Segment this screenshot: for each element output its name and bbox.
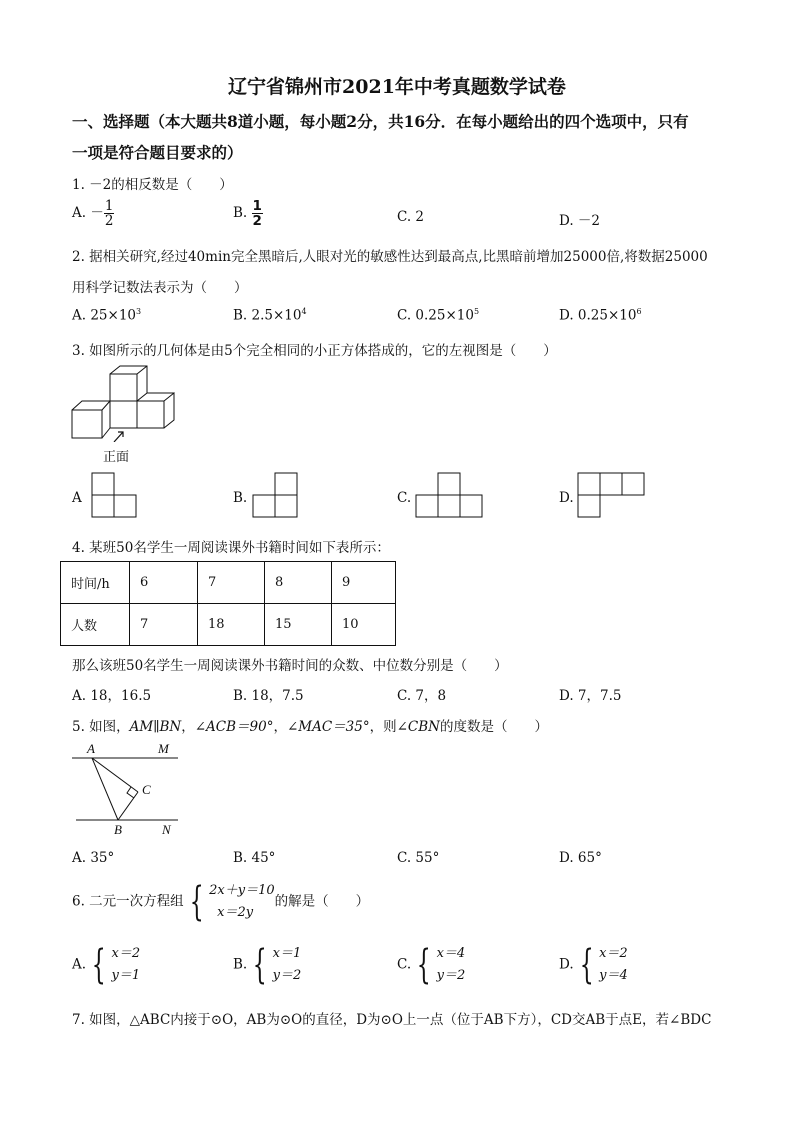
q3-option-a-figure[interactable] [90,472,138,520]
q4-option-a[interactable]: A. 18，16.5 [72,688,152,704]
table-cell: 8 [265,562,332,604]
table-cell: 9 [332,562,396,604]
q5-geometry-figure [70,740,190,838]
table-cell: 7 [130,604,198,646]
table-cell: 6 [130,562,198,604]
q2-stem-line1: 2. 据相关研究,经过40min完全黑暗后,人眼对光的敏感性达到最高点,比黑暗前增加25000倍,将数据25000 [72,249,708,265]
q2-option-d[interactable]: D. $0.25\times 10^6$ [559,307,642,324]
section-heading-line1: 一、选择题（本大题共8道小题，每小题2分，共16分．在每小题给出的四个选项中，只有 [72,112,689,131]
q4-option-b[interactable]: B. 18，7.5 [233,688,304,704]
table-cell: 18 [198,604,265,646]
q1-option-d[interactable]: D. －2 [559,213,601,229]
q5-label-b: B [114,822,122,837]
table-row [61,604,396,646]
q7-stem: 7. 如图，△ABC内接于⊙O，AB为⊙O的直径，D为⊙O上一点（位于AB下方），CD交AB于点E，若∠BDC [72,1012,712,1028]
q5-option-a[interactable]: A. 35° [72,850,115,866]
table-cell: 10 [332,604,396,646]
q6-option-b[interactable]: B. { x＝1 y＝2 [233,942,302,988]
q2-option-a[interactable]: A. $25\times 10^3$ [72,307,142,324]
q3-stem: 3. 如图所示的几何体是由5个完全相同的小正方体搭成的，它的左视图是（ ） [72,343,557,359]
q3-option-c-label[interactable]: C. [397,490,412,506]
q5-option-c[interactable]: C. 55° [397,850,440,866]
q6-option-a[interactable]: A. { x＝2 y＝1 [72,942,141,988]
q3-option-d-label[interactable]: D. [559,490,574,506]
q1-stem: 1. －2的相反数是（ ） [72,177,233,193]
q5-option-b[interactable]: B. 45° [233,850,276,866]
q5-stem: 5. 如图，AM∥BN，∠ACB＝90°，∠MAC＝35°，则∠CBN的度数是（ ） [72,719,548,735]
q3-option-c-figure[interactable] [414,472,484,520]
page-title: 辽宁省锦州市2021年中考真题数学试卷 [228,76,566,98]
table-cell: 7 [198,562,265,604]
q2-option-b[interactable]: B. $2.5\times 10^4$ [233,307,307,324]
q3-option-d-figure[interactable] [575,472,647,520]
table-cell: 人数 [61,604,130,646]
q3-option-b-figure[interactable] [251,472,299,520]
q5-label-c: C [142,782,151,797]
q4-followup: 那么该班50名学生一周阅读课外书籍时间的众数、中位数分别是（ ） [72,658,508,674]
q3-front-label: 正面 [103,450,130,465]
q3-option-b-label[interactable]: B. [233,490,248,506]
q1-option-c[interactable]: C. 2 [397,209,425,225]
q6-option-c[interactable]: C. { x＝4 y＝2 [397,942,466,988]
q3-cube-figure [68,362,183,442]
q4-data-table [60,561,396,646]
q4-stem: 4. 某班50名学生一周阅读课外书籍时间如下表所示： [72,540,390,556]
q1-option-a[interactable]: A. － $\frac{1}{2}$ [72,198,114,230]
q6-option-d[interactable]: D. { x＝2 y＝4 [559,942,628,988]
q3-option-a-label[interactable]: A [72,490,82,506]
table-cell: 15 [265,604,332,646]
table-row [61,562,396,604]
q5-label-a: A [87,741,95,756]
q5-label-n: N [162,822,171,837]
table-cell: 时间/h [61,562,130,604]
q1-option-b[interactable]: B. $\frac{1}{2}$ [233,198,262,230]
q2-option-c[interactable]: C. $0.25\times 10^5$ [397,307,480,324]
q4-option-c[interactable]: C. 7，8 [397,688,447,704]
section-heading-line2: 一项是符合题目要求的） [72,143,243,162]
q4-option-d[interactable]: D. 7，7.5 [559,688,622,704]
q2-stem-line2: 用科学记数法表示为（ ） [72,280,248,296]
q5-option-d[interactable]: D. 65° [559,850,602,866]
q5-label-m: M [158,741,169,756]
q6-stem: 6. 二元一次方程组 { 2x＋y＝10 x＝2y的解是（ ） [72,879,370,925]
